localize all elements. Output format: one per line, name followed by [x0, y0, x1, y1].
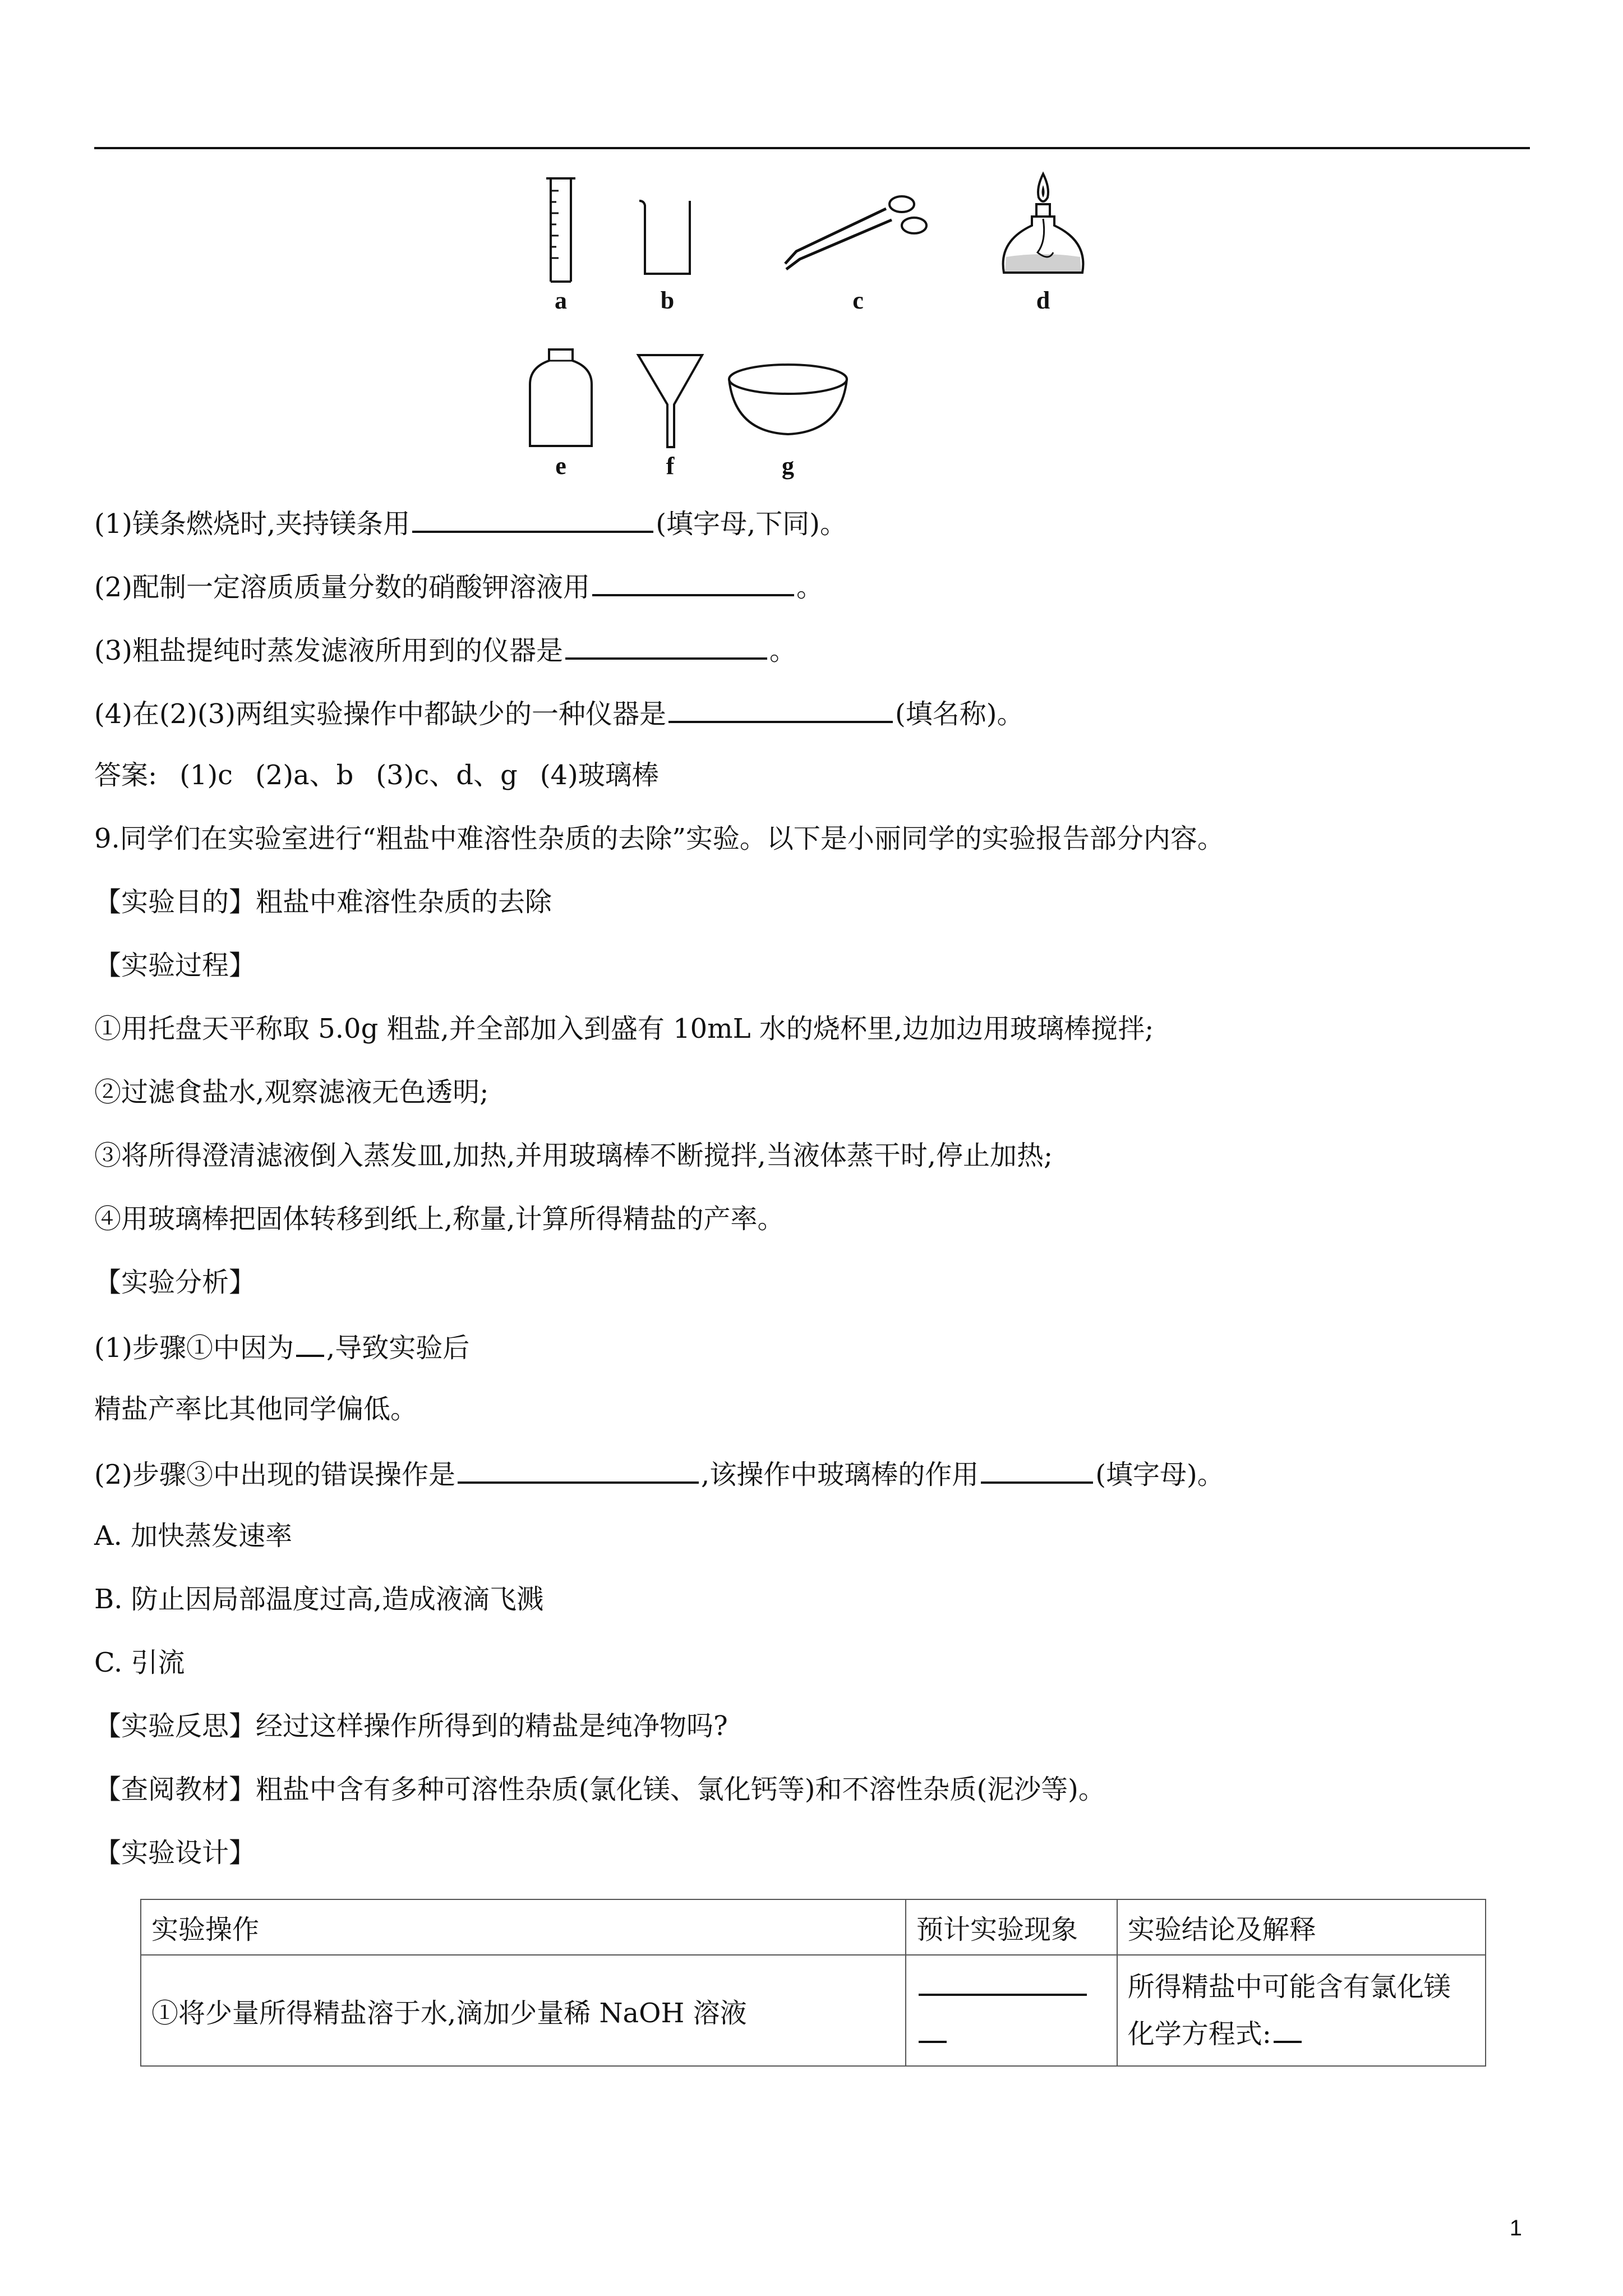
question-1-text: (1)镁条燃烧时,夹持镁条用 [94, 508, 411, 540]
experiment-purpose: 【实验目的】粗盐中难溶性杂质的去除 [94, 886, 552, 918]
analysis-2-suffix: (填字母)。 [1095, 1459, 1224, 1490]
analysis-1-suffix: ,导致实验后 [326, 1332, 470, 1364]
q9-intro: 9.同学们在实验室进行“粗盐中难溶性杂质的去除”实验。以下是小丽同学的实验报告部分内容。 [94, 823, 1224, 854]
question-1-suffix: (填字母,下同)。 [656, 508, 847, 540]
reagent-bottle-icon [524, 345, 597, 452]
textbook-reference: 【查阅教材】粗盐中含有多种可溶性杂质(氯化镁、氯化钙等)和不溶性杂质(泥沙等)。 [94, 1774, 1105, 1805]
label-c: c [852, 287, 864, 314]
answer-item-2: (2)a、b [255, 760, 354, 791]
label-g: g [782, 452, 794, 480]
phenomenon-blank-2[interactable] [919, 2015, 947, 2043]
answer-line [94, 758, 659, 792]
answer-item-1: (1)c [179, 760, 233, 791]
analysis-blank-2[interactable] [458, 1456, 699, 1484]
table-row [141, 1955, 1486, 2066]
experiment-reflection: 【实验反思】经过这样操作所得到的精盐是纯净物吗? [94, 1710, 728, 1742]
experiment-design-table [140, 1899, 1486, 2067]
analysis-blank-1[interactable] [296, 1329, 324, 1357]
analysis-2 [94, 1456, 1224, 1492]
beaker-icon [634, 196, 701, 280]
alcohol-lamp-icon [993, 163, 1094, 283]
process-step-3: ③将所得澄清滤液倒入蒸发皿,加热,并用玻璃棒不断搅拌,当液体蒸干时,停止加热; [94, 1140, 1053, 1171]
analysis-blank-3[interactable] [981, 1456, 1093, 1484]
label-f: f [666, 452, 675, 480]
answer-blank-4[interactable] [668, 695, 893, 723]
label-d: d [1036, 287, 1050, 314]
funnel-icon [634, 351, 707, 452]
header-operation: 实验操作 [141, 1899, 906, 1955]
analysis-2-text: (2)步骤③中出现的错误操作是 [94, 1459, 455, 1490]
label-e: e [555, 452, 566, 480]
analysis-1 [94, 1329, 469, 1365]
label-b: b [660, 287, 675, 314]
phenomenon-blank-1[interactable] [919, 1968, 1087, 1996]
conclusion-line-1: 所得精盐中可能含有氯化镁 [1127, 1971, 1451, 2003]
equation-blank[interactable] [1274, 2015, 1302, 2043]
conclusion-line-2: 化学方程式: [1127, 2018, 1271, 2050]
analysis-2-middle: ,该操作中玻璃棒的作用 [701, 1459, 979, 1490]
question-4-text: (4)在(2)(3)两组实验操作中都缺少的一种仪器是 [94, 698, 666, 730]
answer-blank-2[interactable] [592, 568, 794, 596]
row1-conclusion [1117, 1955, 1486, 2066]
design-title: 【实验设计】 [94, 1837, 256, 1869]
question-4 [94, 695, 1023, 731]
process-title: 【实验过程】 [94, 950, 256, 981]
question-2 [94, 568, 823, 604]
process-step-2: ②过滤食盐水,观察滤液无色透明; [94, 1076, 489, 1108]
process-step-1: ①用托盘天平称取 5.0g 粗盐,并全部加入到盛有 10mL 水的烧杯里,边加边用玻璃棒搅拌; [94, 1013, 1154, 1045]
header-conclusion: 实验结论及解释 [1117, 1899, 1486, 1955]
process-step-4: ④用玻璃棒把固体转移到纸上,称量,计算所得精盐的产率。 [94, 1203, 785, 1235]
answer-item-4: (4)玻璃棒 [540, 760, 659, 791]
option-b: B. 防止因局部温度过高,造成液滴飞溅 [94, 1584, 544, 1615]
page-number: 1 [1509, 2216, 1522, 2240]
evaporating-dish-icon [723, 359, 852, 443]
crucible-tongs-icon [774, 191, 937, 275]
answer-blank-3[interactable] [565, 632, 767, 660]
option-c: C. 引流 [94, 1647, 185, 1678]
row1-phenomenon [906, 1955, 1117, 2066]
analysis-title: 【实验分析】 [94, 1267, 256, 1298]
question-3-suffix: 。 [769, 635, 797, 666]
question-2-suffix: 。 [796, 572, 824, 603]
analysis-1-continued: 精盐产率比其他同学偏低。 [94, 1393, 418, 1425]
header-phenomenon: 预计实验现象 [906, 1899, 1117, 1955]
answer-prefix: 答案: [94, 760, 158, 791]
question-1 [94, 505, 847, 541]
table-header-row [141, 1899, 1486, 1955]
question-4-suffix: (填名称)。 [895, 698, 1024, 730]
label-a: a [555, 287, 567, 314]
analysis-1-text: (1)步骤①中因为 [94, 1332, 294, 1364]
header-rule [94, 147, 1530, 149]
question-3 [94, 632, 796, 668]
question-2-text: (2)配制一定溶质质量分数的硝酸钾溶液用 [94, 572, 590, 603]
option-a: A. 加快蒸发速率 [94, 1520, 293, 1552]
question-3-text: (3)粗盐提纯时蒸发滤液所用到的仪器是 [94, 635, 563, 666]
answer-item-3: (3)c、d、g [376, 760, 518, 791]
row1-operation: ①将少量所得精盐溶于水,滴加少量稀 NaOH 溶液 [141, 1955, 906, 2066]
graduated-cylinder-icon [538, 174, 583, 286]
answer-blank-1[interactable] [412, 505, 653, 533]
